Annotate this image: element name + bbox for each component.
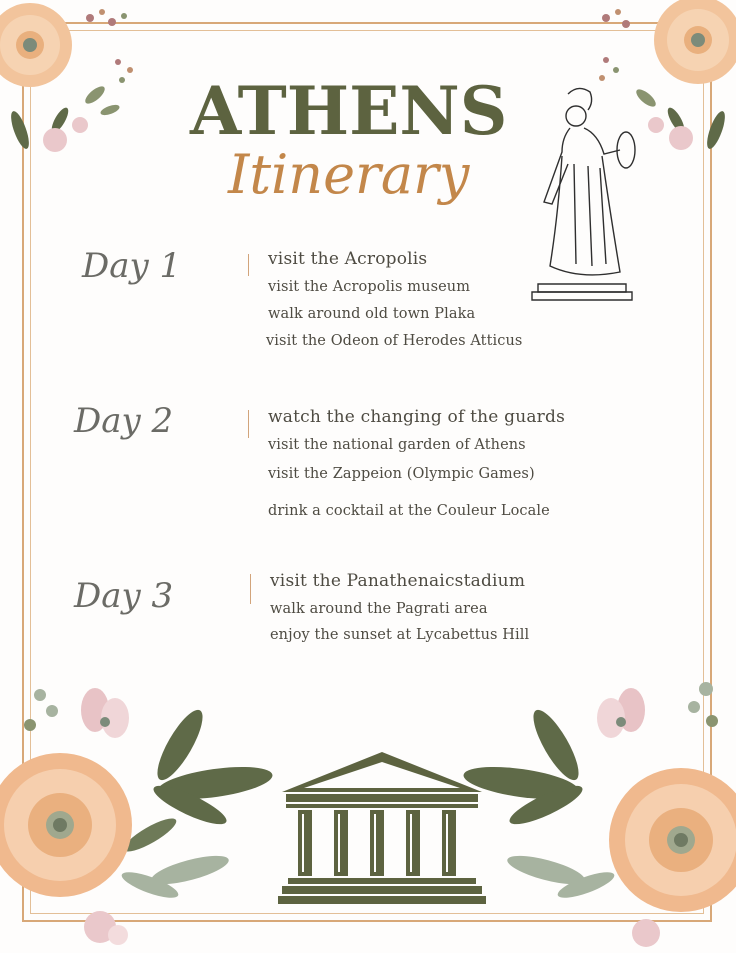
day-2-item: watch the changing of the guards xyxy=(268,407,566,427)
page-subtitle: Itinerary xyxy=(228,143,470,206)
day-1-item: walk around old town Plaka xyxy=(268,306,476,322)
day-2-item: visit the national garden of Athens xyxy=(268,437,526,453)
greek-temple-icon xyxy=(282,752,482,912)
day-3-item: visit the Panathenaicstadium xyxy=(270,571,526,591)
page-title: ATHENS xyxy=(190,72,508,150)
day-1-item: visit the Acropolis museum xyxy=(268,279,471,295)
day-1-item: visit the Acropolis xyxy=(268,249,428,269)
floral-corner-bottom-right-icon xyxy=(456,665,736,953)
day-3-item: walk around the Pagrati area xyxy=(270,601,488,617)
day-2-item: visit the Zappeion (Olympic Games) xyxy=(268,466,535,482)
day-3-divider xyxy=(250,574,251,604)
floral-corner-bottom-left-icon xyxy=(0,665,280,953)
day-1-item: visit the Odeon of Herodes Atticus xyxy=(266,333,523,349)
day-1-label: Day 1 xyxy=(82,246,182,286)
day-2-divider xyxy=(248,410,249,438)
athena-statue-icon xyxy=(518,84,648,314)
day-3-label: Day 3 xyxy=(74,576,174,616)
day-2-label: Day 2 xyxy=(74,401,174,441)
day-2-item: drink a cocktail at the Couleur Locale xyxy=(268,503,550,519)
day-1-divider xyxy=(248,254,249,276)
day-3-item: enjoy the sunset at Lycabettus Hill xyxy=(270,627,530,643)
floral-corner-top-left-icon xyxy=(0,0,150,170)
